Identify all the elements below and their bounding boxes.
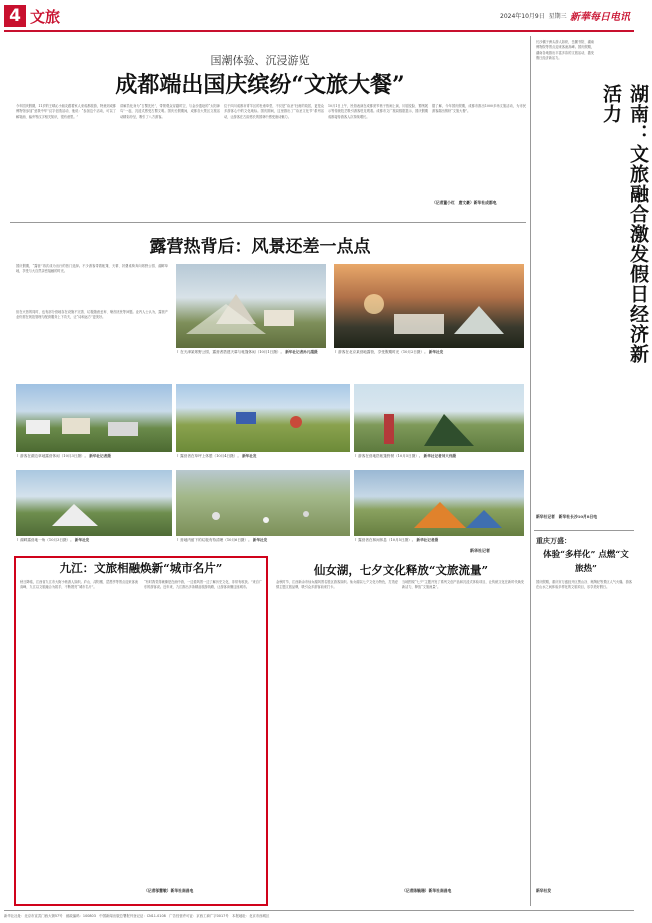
story1-headline: 成都端出国庆缤纷“文旅大餐”	[115, 72, 405, 98]
sidebar2-body: 国庆假期，重庆市万盛经开区黑山谷、奥陶纪等景区人气火爆，游客在山水之间体验多样化的文旅项目，乐享美好假日。	[536, 580, 632, 590]
story4-headline: 仙女湖，七夕文化释放“文旅流量”	[313, 563, 489, 577]
sidebar-byline: 新华社记者 新华社长沙10月8日电	[536, 514, 598, 519]
story3-col2: “有时我觉得就像是在画中游，一边看风景一边了解历史文化，非常有收获。”来自广东的游客说。近年来，九江推出多条精品旅游线路，让游客读懂这座城市。	[144, 580, 263, 590]
story2-body: 但在火热的同时，也有部分营地存在设施不完善、垃圾随意丢弃、噪音扰民等问题。业内人士认为，露营产业仍需在规范管理与配套服务上下功夫，让“诗和远方”更美好。	[16, 310, 168, 320]
story1-col3: 位于四川成都市青羊区的杜甫草堂，不仅是“诗圣”杜甫的故居，更是众多游客心中的文化地标。国庆期间，这里推出了“诗圣文化节”系列活动，让游客在古韵悠长的园林中感受唐诗魅力。	[224, 104, 324, 119]
story1-col2: 讲解员化身为“古蜀先民”，带领观众穿越时空，与金沙遗址的“太阳神鸟”一起，沉浸式感受古蜀文明。国庆长假期间，成都各大景区文旅活动精彩纷呈，吸引了八方游客。	[120, 104, 220, 119]
header-rule	[4, 30, 634, 32]
section-title: 文旅	[30, 8, 61, 26]
story4-col2: 当地围绕“七夕”主题开发了系列文创产品和沉浸式体验项目，让传统文化在新时代焕发新活力，释放“文旅流量”。	[402, 580, 524, 590]
photo-caption-1: ↑ 在天津某郊野公园，露营者搭建天幕与帐篷休闲（10月1日摄）。 新华社记者孙凡越摄	[176, 350, 318, 354]
photo-camping-8	[354, 470, 524, 536]
story2-headline: 露营热背后：风景还差一点点	[149, 237, 371, 257]
photo-camping-7	[176, 470, 350, 536]
photo-camping-6	[16, 470, 172, 536]
story1-kicker: 国潮体验、沉浸游览	[210, 54, 310, 67]
story3-headline: 九江：文旅相融焕新“城市名片”	[59, 561, 223, 575]
photo-caption-4: ↑ 露营者在草坪上休憩（10月4日摄）。 新华社发	[176, 454, 257, 458]
photo-caption-2: ↑ 游客在北京某营地露营，享受假期时光（10月2日摄）。 新华社发	[334, 350, 444, 354]
story4-col1: 金秋时节，江西新余市仙女湖风景名胜区游客如织。仙女湖以七夕文化为特色，打造爱情主题文旅品牌，吸引众多游客前来打卡。	[276, 580, 398, 590]
sidebar-body: 长沙橘子洲头游人如织，岳麓书院、湖南博物院等景点迎来客流高峰。国庆假期，湖南各地推出丰富多彩的文旅活动，激发假日经济新活力。	[536, 40, 594, 61]
photo-caption-8: ↑ 露营者在林间休息（10月5日摄）。 新华社记者摄	[354, 538, 439, 542]
photo-camping-3	[16, 384, 172, 452]
photo-caption-7: ↑ 营地内留下的垃圾有待清理（10月6日摄）。 新华社发	[176, 538, 268, 542]
story2-byline: 新华社记者	[470, 548, 490, 553]
newspaper-name: 新華每日电讯	[570, 12, 630, 23]
story1-col5: 据了解，今年国庆假期，成都市推出1000多场文旅活动，为市民游客端出缤纷“文旅大餐”。	[432, 104, 526, 114]
issue-date: 2024年10月9日 星期三	[500, 13, 567, 20]
photo-camping-5	[354, 384, 524, 452]
page-number: 4	[4, 5, 26, 27]
story4-byline: （记者陈毓珊）新华社南昌电	[402, 888, 452, 893]
photo-caption-5: ↑ 游客在营地搭帐篷野餐（10月5日摄）。 新华社记者刘大伟摄	[354, 454, 457, 458]
sidebar-headline: 湖南：文旅融合激发假日经济新活力	[600, 84, 649, 364]
photo-camping-2	[334, 264, 524, 348]
story2-intro: 国庆假期，“露营”再次成为出行的热门选择。不少游客带着帐篷、天幕、折叠桌椅奔向郊野公园、湖畔草地，享受与大自然亲密接触的时光。	[16, 264, 168, 274]
photo-camping-4	[176, 384, 350, 452]
story3-byline: （记者邬慧敏）新华社南昌电	[144, 888, 194, 893]
sidebar2-headline: 体验“多样化” 点燃“文旅热”	[543, 550, 629, 574]
photo-caption-3: ↑ 游客在湖边草地露营休闲（10月3日摄）。 新华社记者摄	[16, 454, 111, 458]
story3-col1: 秋日降临，江西省九江市大街小巷游人如织。庐山、浔阳楼、琵琶亭等景点迎来客流高峰，九江以文旅融合为抓手，不断擦亮“城市名片”。	[20, 580, 138, 590]
story1-byline: （记者董小红 唐文豪）新华社成都电	[432, 200, 497, 205]
sidebar2-byline: 新华社发	[536, 888, 552, 893]
story1-col1: 今年国庆假期，11岁的王晴沁小朋友跟着家人来成都旅游，特意到成都博物馆参加“爱我中华”汉字创造活动，他说：“参加这个活动，可以了解笔画、偏旁等汉字相关知识，很有意思。”	[16, 104, 116, 119]
sidebar2-kicker: 重庆万盛：	[536, 537, 571, 545]
story1-col4: 10月1日上午，民俗表演在成都宽窄巷子热闹上演，川剧变脸、蜀绣展示等传统技艺吸引游客驻足观看。成都市文广旅局数据显示，国庆假期成都接待游客人次持续增长。	[328, 104, 428, 119]
photo-camping-1	[176, 264, 326, 348]
footer-imprint: 新华社社址：北京市宣武门西大街57号 邮政编码：100803 中国新闻出版总署报刊登记证：CN11-0108 广告经营许可证：京西工商广字0017号 本报地址：北京市西城区	[4, 910, 634, 918]
photo-caption-6: ↑ 湖畔露营地一角（10月3日摄）。 新华社发	[16, 538, 90, 542]
